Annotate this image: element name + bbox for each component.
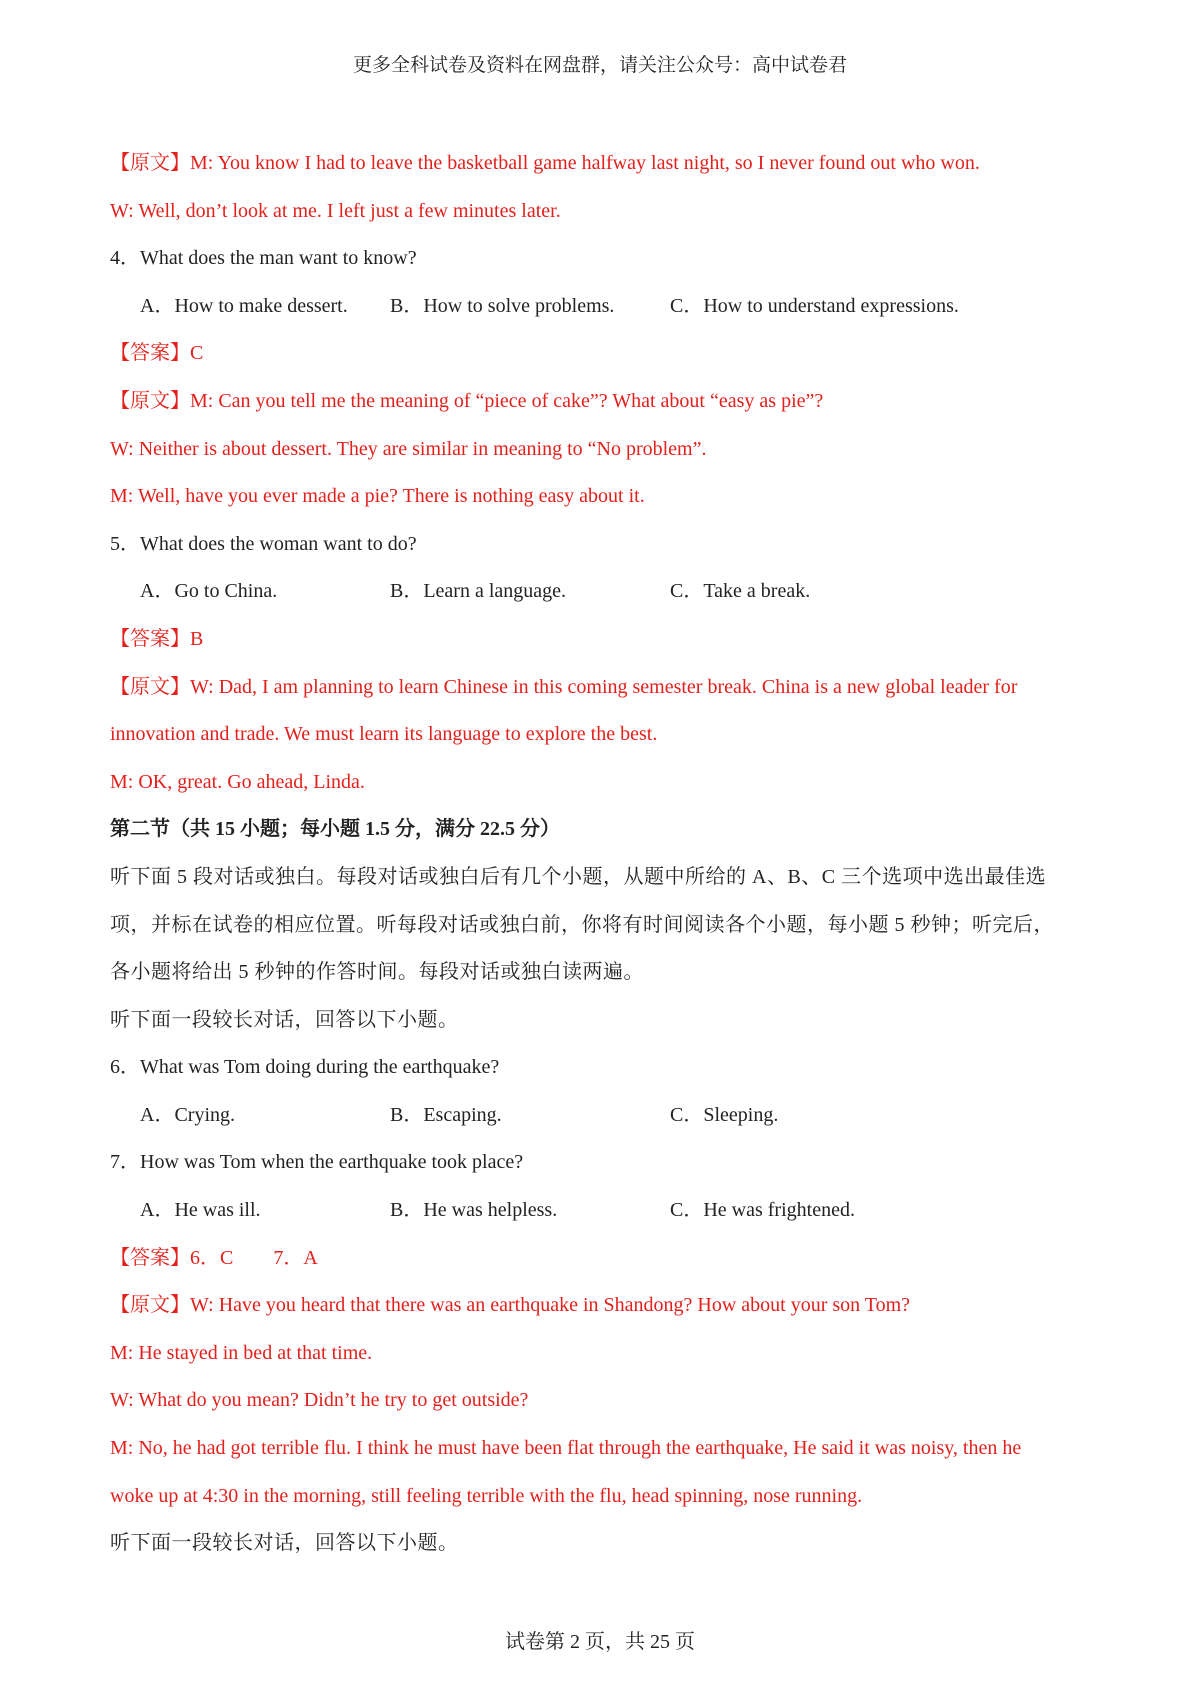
question-5: 5．What does the woman want to do?: [110, 532, 417, 555]
listen-instruction: 听下面一段较长对话，回答以下小题。: [110, 1008, 459, 1031]
transcript-line: woke up at 4:30 in the morning, still feeling terrible with the flu, head spinning, nose running.: [110, 1484, 863, 1507]
page-footer: 试卷第 2 页，共 25 页: [505, 1631, 695, 1653]
transcript-line: M: He stayed in bed at that time.: [110, 1341, 373, 1364]
answer-4: 【答案】C: [110, 342, 204, 365]
option-a: A．Go to China.: [140, 580, 278, 603]
section-title: 第二节（共 15 小题；每小题 1.5 分，满分 22.5 分）: [110, 818, 560, 841]
option-a: A．How to make dessert.: [140, 294, 348, 317]
transcript-line: innovation and trade. We must learn its language to explore the best.: [110, 723, 658, 746]
option-a: A．He was ill.: [140, 1199, 261, 1222]
question-7: 7．How was Tom when the earthquake took place?: [110, 1151, 524, 1174]
transcript-line: M: OK, great. Go ahead, Linda.: [110, 770, 365, 793]
option-c: C．Take a break.: [670, 580, 811, 603]
options-7: [110, 1195, 1100, 1243]
transcript-line: W: Well, don’t look at me. I left just a few minutes later.: [110, 199, 561, 222]
transcript-line: 【原文】W: Have you heard that there was an earthquake in Shandong? How about your son Tom?: [110, 1294, 911, 1317]
option-c: C．How to understand expressions.: [670, 294, 959, 317]
transcript-line: 【原文】W: Dad, I am planning to learn Chinese in this coming semester break. China is a new global leader for: [110, 675, 1018, 698]
option-b: B．Learn a language.: [390, 580, 567, 603]
question-4: 4．What does the man want to know?: [110, 247, 417, 270]
transcript-line: W: What do you mean? Didn’t he try to get outside?: [110, 1389, 529, 1412]
transcript-label: 【原文】: [110, 152, 190, 174]
options-4: [110, 291, 1100, 339]
instructions-line: 项，并标在试卷的相应位置。听每段对话或独白前，你将有时间阅读各个小题，每小题 5 秒钟；听完后，: [110, 913, 1054, 936]
document-body: [110, 148, 1100, 1576]
instructions-line: 听下面 5 段对话或独白。每段对话或独白后有几个小题，从题中所给的 A、B、C 三个选项中选出最佳选: [110, 865, 1047, 888]
option-a: A．Crying.: [140, 1103, 235, 1126]
transcript-line: M: No, he had got terrible flu. I think he must have been flat through the earthquake, He said it was noisy, then he: [110, 1437, 1022, 1460]
listen-instruction: 听下面一段较长对话，回答以下小题。: [110, 1532, 459, 1555]
options-5: [110, 576, 1100, 624]
option-c: C．Sleeping.: [670, 1103, 779, 1126]
option-b: B．Escaping.: [390, 1103, 502, 1126]
options-6: [110, 1100, 1100, 1148]
instructions-line: 各小题将给出 5 秒钟的作答时间。每段对话或独白读两遍。: [110, 961, 644, 984]
option-b: B．How to solve problems.: [390, 294, 615, 317]
transcript-line: M: Well, have you ever made a pie? There is nothing easy about it.: [110, 485, 645, 508]
page-header: 更多全科试卷及资料在网盘群，请关注公众号：高中试卷君: [352, 55, 847, 76]
transcript-line: W: Neither is about dessert. They are similar in meaning to “No problem”.: [110, 437, 707, 460]
answer-5: 【答案】B: [110, 627, 204, 650]
transcript-line: 【原文】M: Can you tell me the meaning of “piece of cake”? What about “easy as pie”?: [110, 389, 824, 412]
option-b: B．He was helpless.: [390, 1199, 558, 1222]
option-c: C．He was frightened.: [670, 1199, 855, 1222]
transcript-line: 【原文】M: You know I had to leave the basketball game halfway last night, so I never found out who won.: [110, 152, 980, 174]
answer-6-7: 【答案】6．C 7．A: [110, 1246, 318, 1269]
question-6: 6．What was Tom doing during the earthquake?: [110, 1056, 500, 1079]
